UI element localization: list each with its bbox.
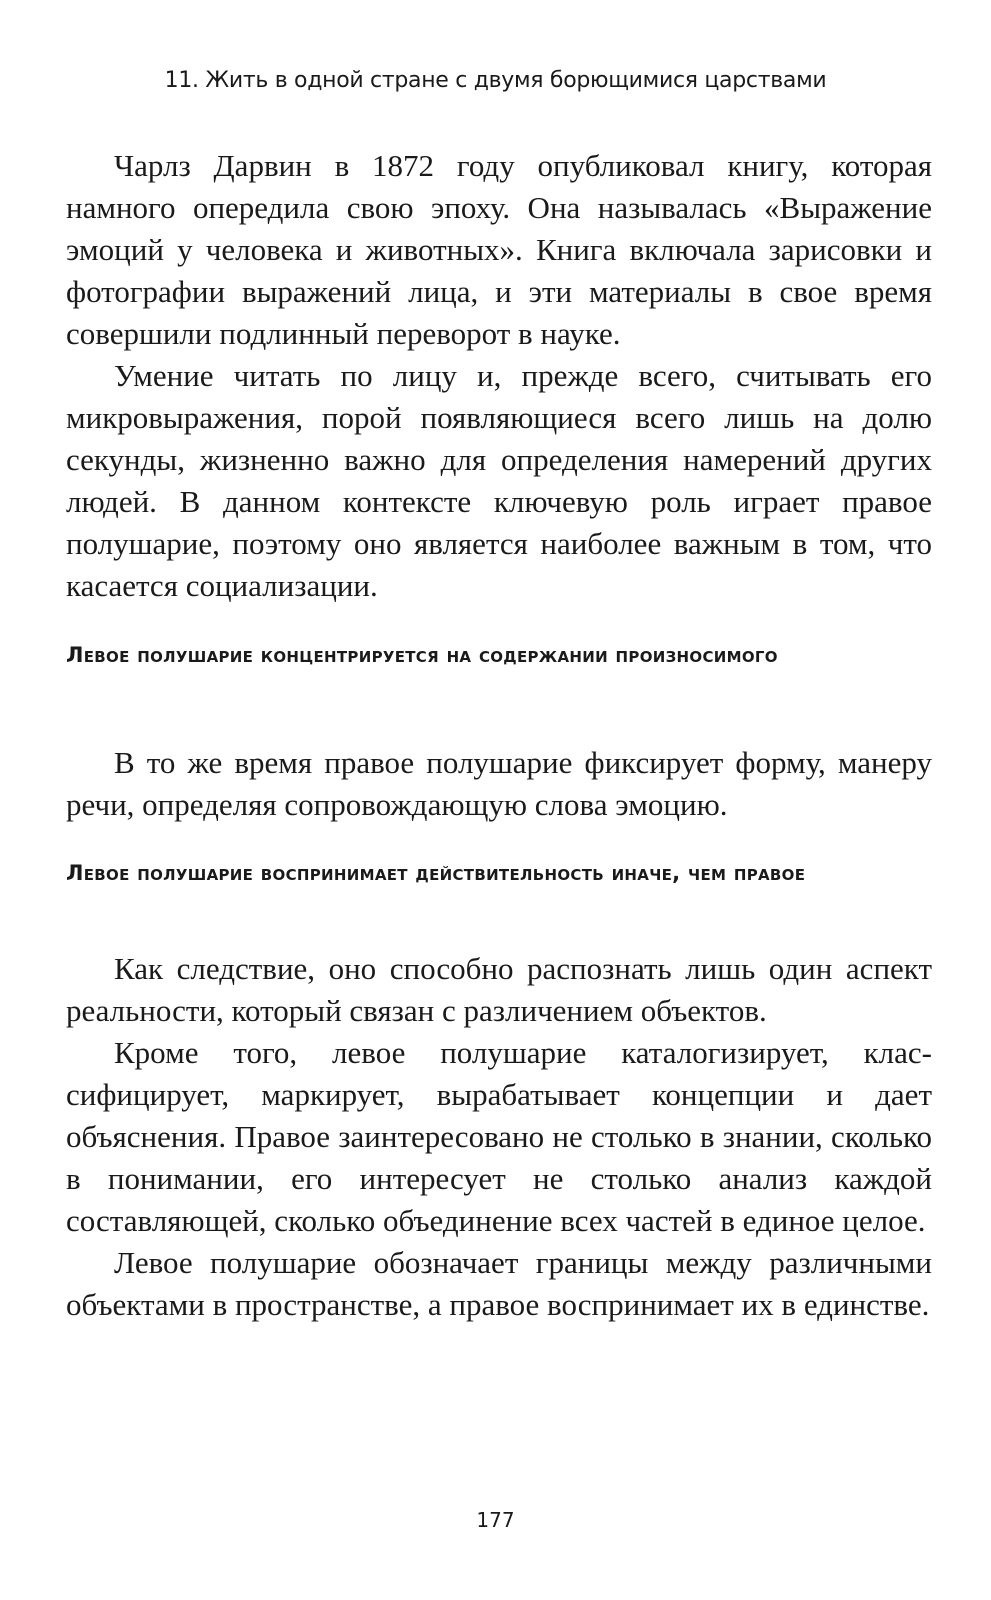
- paragraph-darwin: Чарлз Дарвин в 1872 году опубликовал книгу, которая намного опередила свою эпоху. Она называлась «Выражение эмоций у человека и животных». Книга включала зарисовки и фотографии выражений лица, и эти материалы в свое время совершили подлинный переворот в науке.: [66, 148, 932, 351]
- paragraph-cataloging: Кроме того, левое полушарие каталогизирует, классифицирует, маркирует, вырабатывает концепции и дает объяснения. Правое заинтересовано не столько в знании, сколько в понимании, его интересует не столько анализ каждой составляющей, сколько объединение всех частей в единое целое.: [66, 1035, 932, 1238]
- text-block-3: [66, 948, 932, 1326]
- paragraph-one-aspect: Как следствие, оно способно распознать лишь один аспект реальности, который связан с различением объектов.: [66, 951, 932, 1028]
- paragraph-face-reading: Умение читать по лицу и, прежде всего, считывать его микровыражения, порой появляющиеся всего лишь на долю секунды, жизненно важно для определения намерений других людей. В данном контексте ключевую роль играет правое полушарие, поэтому оно является наиболее важным в том, что касается социализации.: [66, 358, 932, 603]
- running-head: 11. Жить в одной стране с двумя борющимися царствами: [164, 68, 827, 93]
- subhead-left-content: Левое полушарие концентрируется на содержании произносимого: [66, 643, 778, 667]
- subhead-left-reality: Левое полушарие воспринимает действительность иначе, чем правое: [66, 861, 806, 885]
- text-block-2: [66, 742, 932, 826]
- paragraph-boundaries: Левое полушарие обозначает границы между различными объектами в пространстве, а правое воспринимает их в единстве.: [66, 1245, 932, 1322]
- paragraph-right-form: В то же время правое полушарие фиксирует форму, манеру речи, определяя сопровождающую слова эмоцию.: [66, 745, 932, 822]
- text-block-1: [66, 145, 932, 607]
- page-number: 177: [476, 1508, 515, 1532]
